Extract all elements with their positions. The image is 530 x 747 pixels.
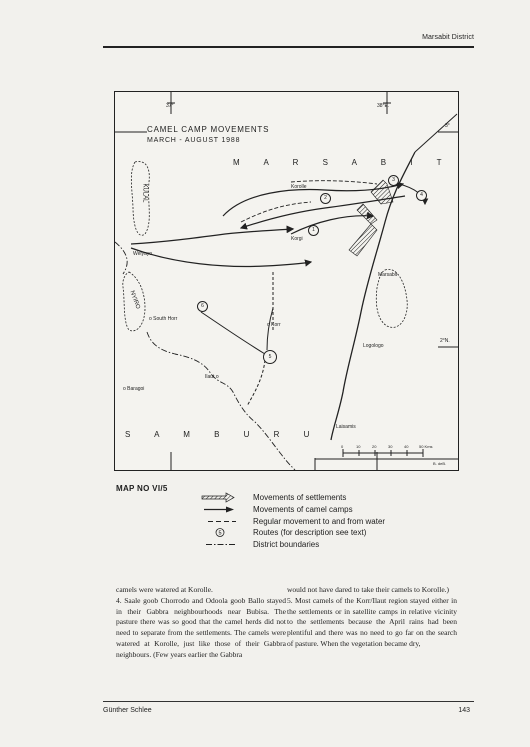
north-road [415, 114, 457, 152]
route-number-3: 3 [388, 175, 399, 186]
place-korgi: Korgi [291, 236, 303, 242]
legend-item-settlements [200, 492, 460, 504]
dash-dot-line-icon [200, 539, 240, 550]
place-baragoi: o Baragoi [123, 386, 145, 392]
coord-3-label: 3° [445, 123, 450, 129]
map-drawing [115, 92, 458, 470]
place-korolle: Korolle [291, 184, 307, 190]
place-laisamis: Laisamis [336, 424, 356, 430]
running-header: Marsabit District [422, 34, 474, 41]
paragraph: 4. Saale goob Chorrodo and Odoola goob Ballo stayed in their Gabbra neighbourhoods near Bubisa. The pasture there was so good that the camel herds did not need to separate from the settlements. The camels were watered at Korolle, just like those of their Gabbra neighbours. (Few years earlier the Gabbra [116, 595, 286, 659]
legend-item-routes [200, 527, 460, 539]
camel-camp-map [114, 91, 459, 471]
footer-rule [103, 701, 474, 702]
place-ilaut: Ilaut o [205, 374, 219, 380]
scale-tick-40: 40 [404, 444, 409, 449]
scale-tick-0: 0 [341, 444, 344, 449]
region-marsabit-label: M A R S A B I T [233, 158, 453, 167]
coordinate-ticks [115, 92, 458, 470]
map-legend [200, 492, 460, 551]
camp-route-korgi [291, 216, 373, 234]
scale-bar [315, 449, 458, 470]
legend-label: District boundaries [253, 540, 320, 550]
page-number: 143 [458, 707, 470, 714]
camp-route-welyayo [131, 229, 293, 244]
main-road [331, 152, 415, 440]
route-number-6: 6 [197, 301, 208, 312]
coord-2n-label: 2°N. [440, 338, 450, 344]
route-number-4: 4 [416, 190, 427, 201]
scale-tick-30: 30 [388, 444, 393, 449]
circled-number-icon [200, 527, 240, 538]
place-south-horr: o South Horr [149, 316, 178, 322]
map-title-line1: CAMEL CAMP MOVEMENTS [147, 125, 270, 134]
scale-author: B. deB. [433, 461, 447, 466]
legend-label: Movements of settlements [253, 493, 347, 502]
scale-tick-50: 50 Kms [419, 444, 433, 449]
legend-item-camel-camps [200, 504, 460, 516]
route-korr-ilaut [247, 360, 265, 406]
paragraph: would not have dared to take their camels to Korolle.) [287, 585, 450, 594]
scale-tick-10: 10 [356, 444, 361, 449]
place-marsabit: Marsabit [378, 272, 398, 278]
region-samburu-label: S A M B U R U [125, 430, 321, 439]
paragraph: 5. Most camels of the Korr/Ilaut region stayed either in the settlements or in satellite camps in relative vicinity to the settlements because the April rains had been plentiful and there was no need to go far on the search of pasture. When the vegetation became dry, [287, 595, 457, 648]
coord-38-label: 38°E. [377, 103, 390, 109]
settlement-move-3 [357, 204, 377, 224]
place-welyayo: Welyayo [133, 251, 153, 257]
route-number-5: 5 [263, 350, 277, 364]
body-column-left [116, 585, 286, 661]
map-caption: MAP NO VI/5 [116, 484, 168, 493]
route-5-line [267, 308, 273, 350]
hatched-arrow-icon [200, 492, 240, 503]
coord-37-label: 37° [166, 103, 174, 109]
route-6-line [201, 312, 265, 354]
legend-label: Routes (for description see text) [253, 528, 367, 538]
legend-item-district [200, 539, 460, 551]
legend-route-symbol-text: 5 [218, 530, 222, 537]
scale-tick-20: 20 [372, 444, 377, 449]
paragraph: camels were watered at Korolle. [116, 585, 213, 594]
camp-route-welyayo-2 [131, 248, 311, 266]
map-title-line2: MARCH - AUGUST 1988 [147, 137, 241, 144]
header-rule [103, 46, 474, 48]
legend-item-water [200, 516, 460, 528]
place-logologo: Logologo [363, 343, 384, 349]
lake-kulal-label: KULAL [141, 183, 148, 203]
settlement-move-2 [349, 224, 377, 256]
legend-label: Regular movement to and from water [253, 516, 386, 526]
marsabit-mountain-outline [376, 269, 407, 327]
route-number-1: 1 [308, 225, 319, 236]
body-column-right [287, 585, 457, 650]
route-number-2: 2 [320, 193, 331, 204]
footer-author: Günther Schlee [103, 707, 152, 714]
place-korr: o Korr [267, 322, 281, 328]
solid-arrow-icon [200, 504, 240, 515]
dashed-line-icon [200, 516, 240, 527]
nyiro-label: NYIRO [128, 290, 141, 310]
legend-label: Movements of camel camps [253, 504, 353, 514]
